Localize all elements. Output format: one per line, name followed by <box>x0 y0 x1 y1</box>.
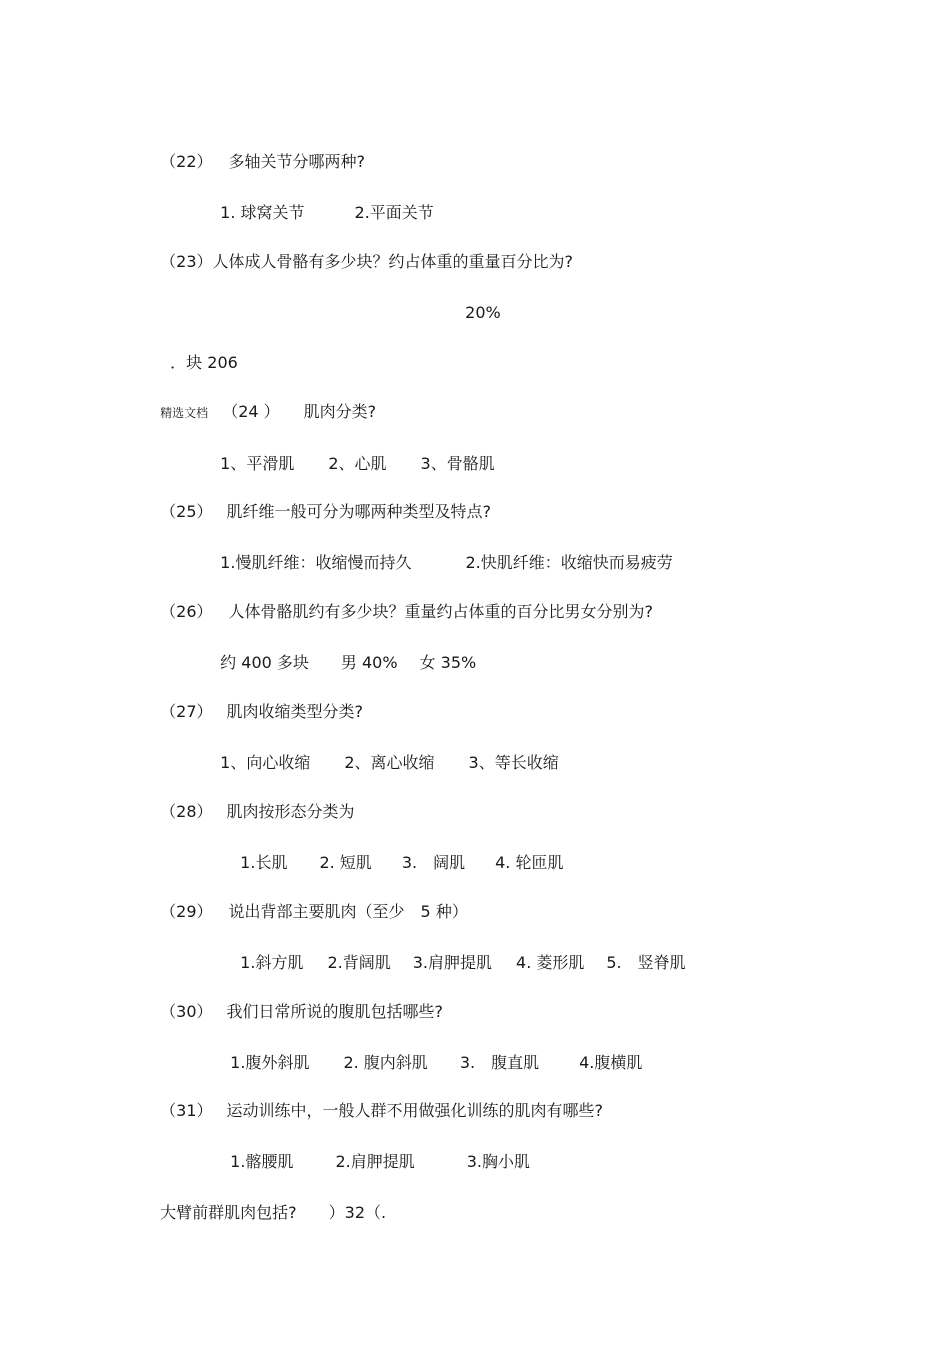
question-text: 人体骨骼肌约有多少块？重量约占体重的百分比男女分别为? <box>228 602 654 621</box>
question-28 <box>150 782 355 822</box>
question-text: 肌肉按形态分类为 <box>226 802 355 821</box>
answer-item: 2. 短肌 <box>319 853 372 872</box>
answer-31 <box>220 1132 530 1172</box>
answer-item: 1、向心收缩 <box>220 753 311 772</box>
question-25 <box>150 482 491 522</box>
answer-item: 女 35% <box>419 653 477 672</box>
watermark-label: 精选文档 <box>160 406 209 420</box>
answer-item: 2、心肌 <box>328 454 387 473</box>
answer-item: 约 400 多块 <box>220 653 309 672</box>
question-26 <box>150 582 653 622</box>
answer-item: 3. 腹直肌 <box>459 1053 540 1072</box>
answer-item: 1. 球窝关节 <box>220 203 305 222</box>
answer-item: 1.髂腰肌 <box>230 1152 294 1171</box>
question-24 <box>150 382 376 423</box>
question-number: （30） <box>160 1002 213 1021</box>
answer-item: 2.快肌纤维：收缩快而易疲劳 <box>465 553 673 572</box>
question-number: （31） <box>160 1101 213 1120</box>
answer-item: 3.胸小肌 <box>466 1152 531 1171</box>
answer-item: 1.慢肌纤维：收缩慢而持久 <box>220 553 412 572</box>
question-number: （24 ） <box>222 402 280 421</box>
question-text: 肌肉收缩类型分类? <box>226 702 364 721</box>
answer-item: 1.斜方肌 <box>240 953 304 972</box>
question-22 <box>150 132 365 172</box>
answer-item: 4. 轮匝肌 <box>495 853 564 872</box>
answer-item: 1、平滑肌 <box>220 454 295 473</box>
answer-item: 3、骨骼肌 <box>420 454 495 473</box>
question-text: 我们日常所说的腹肌包括哪些? <box>226 1002 444 1021</box>
question-number: （22） <box>160 152 213 171</box>
answer-item: 5. 竖脊肌 <box>606 953 686 972</box>
answer-item: 1.腹外斜肌 <box>230 1053 310 1072</box>
answer-28 <box>230 833 563 873</box>
answer-item: 2. 腹内斜肌 <box>343 1053 428 1072</box>
answer-item: 3. 阔肌 <box>401 853 466 872</box>
answer-27 <box>210 733 559 773</box>
answer-item: 1.长肌 <box>240 853 288 872</box>
question-30 <box>150 982 443 1022</box>
answer-item: ．块 206 <box>170 353 238 372</box>
question-32 <box>150 1183 386 1223</box>
answer-25 <box>210 533 673 573</box>
question-text: 运动训练中，一般人群不用做强化训练的肌肉有哪些? <box>226 1101 604 1120</box>
question-27 <box>150 682 363 722</box>
question-31 <box>150 1081 603 1121</box>
question-text: 肌肉分类? <box>303 402 377 421</box>
answer-item: 2、离心收缩 <box>344 753 435 772</box>
answer-24 <box>210 434 495 474</box>
answer-23-count <box>160 333 238 373</box>
answer-item: 2.平面关节 <box>354 203 434 222</box>
answer-item: 4.腹横肌 <box>579 1053 643 1072</box>
question-text: 多轴关节分哪两种? <box>228 152 366 171</box>
answer-item: 4. 菱形肌 <box>516 953 585 972</box>
question-number: （26） <box>160 602 213 621</box>
question-text: 大臂前群肌肉包括? ）32（. <box>160 1203 387 1222</box>
answer-item: 20% <box>465 303 501 322</box>
answer-item: 3.肩胛提肌 <box>412 953 493 972</box>
question-text: 肌纤维一般可分为哪两种类型及特点? <box>226 502 492 521</box>
question-number: （25） <box>160 502 213 521</box>
answer-23-percent <box>455 283 501 323</box>
answer-30 <box>220 1033 642 1073</box>
question-number: （29） <box>160 902 213 921</box>
question-29 <box>150 882 468 922</box>
answer-item: 男 40% <box>340 653 398 672</box>
question-text: （23）人体成人骨骼有多少块？约占体重的重量百分比为? <box>160 252 574 271</box>
answer-item: 2.背阔肌 <box>327 953 391 972</box>
question-number: （28） <box>160 802 213 821</box>
answer-29 <box>230 933 686 973</box>
answer-22 <box>210 183 434 223</box>
question-text: 说出背部主要肌肉（至少 5 种） <box>228 902 468 921</box>
answer-26 <box>210 633 476 673</box>
answer-item: 3、等长收缩 <box>468 753 559 772</box>
question-23 <box>150 232 573 272</box>
question-number: （27） <box>160 702 213 721</box>
answer-item: 2.肩胛提肌 <box>335 1152 415 1171</box>
